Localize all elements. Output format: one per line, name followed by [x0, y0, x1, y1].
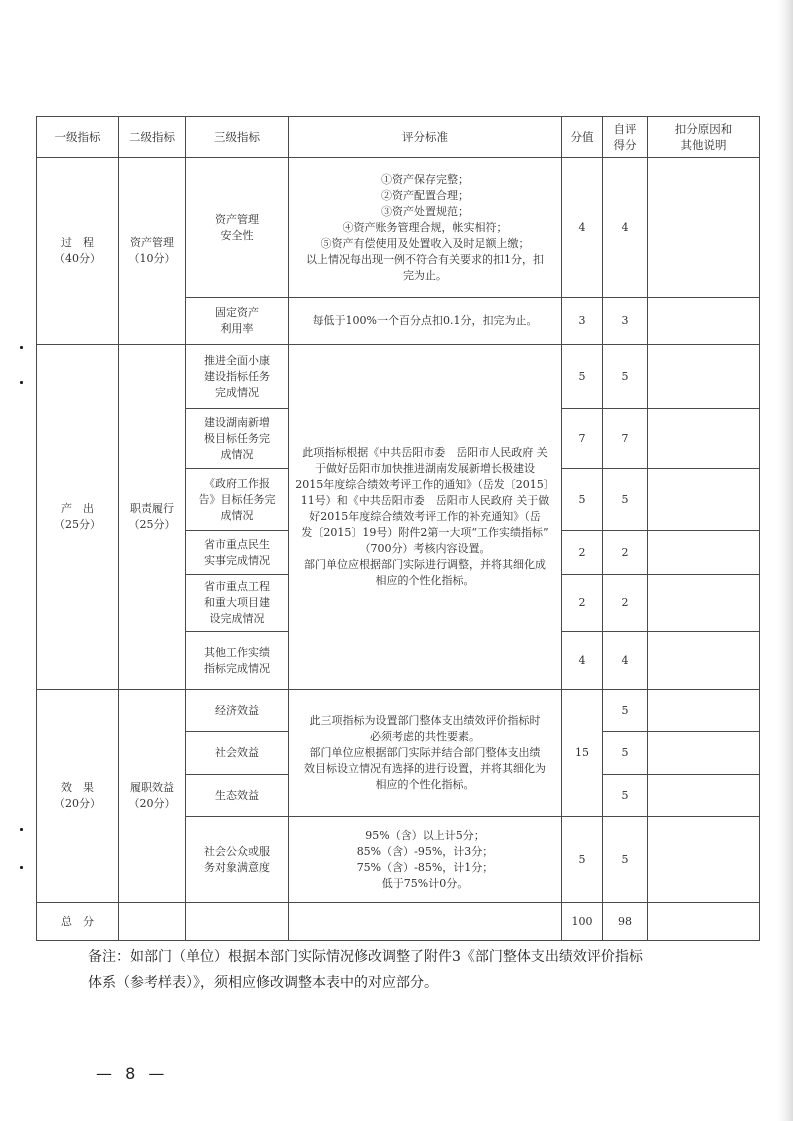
empty-cell [186, 903, 289, 941]
header-self-score: 自评 得分 [603, 117, 648, 158]
process-standard: 每低于100%一个百分点扣0.1分，扣完为止。 [289, 298, 562, 345]
process-standard: ①资产保存完整； ②资产配置合理； ③资产处置规范； ④资产账务管理合规，帐实相符； ⑤资产有偿使用及处置收入及时足额上缴； 以上情况每出现一例不符合有关要求的扣1分，扣 完为止。 [289, 158, 562, 298]
deduction-cell [648, 690, 760, 732]
self-score-cell: 3 [603, 298, 648, 345]
score-cell: 2 [562, 575, 603, 632]
score-cell: 3 [562, 298, 603, 345]
table-row [37, 690, 760, 732]
header-standard: 评分标准 [289, 117, 562, 158]
scan-page-edge [777, 0, 793, 1121]
deduction-cell [648, 469, 760, 531]
score-cell: 5 [562, 469, 603, 531]
score-cell: 7 [562, 409, 603, 469]
score-cell: 5 [562, 817, 603, 903]
scan-mark [20, 866, 23, 869]
output-level3: 《政府工作报 告》目标任务完 成情况 [186, 469, 289, 531]
output-level1: 产 出 （25分） [37, 345, 119, 690]
total-score: 100 [562, 903, 603, 941]
scan-mark [20, 828, 23, 831]
deduction-cell [648, 345, 760, 409]
self-score-cell: 4 [603, 632, 648, 690]
effect-standard: 此三项指标为设置部门整体支出绩效评价指标时 必须考虑的共性要素。 部门单位应根据部门实际并结合部门整体支出绩 效目标设立情况有选择的进行设置，并将其细化为 相应的个性化指标。 [289, 690, 562, 817]
scan-mark [20, 381, 23, 384]
score-cell: 2 [562, 531, 603, 575]
output-level3: 其他工作实绩 指标完成情况 [186, 632, 289, 690]
footnote: 备注：如部门（单位）根据本部门实际情况修改调整了附件3《部门整体支出绩效评价指标 体系（参考样表）》，须相应修改调整本表中的对应部分。 [88, 949, 643, 991]
score-cell: 15 [562, 690, 603, 817]
total-label: 总 分 [37, 903, 119, 941]
self-score-cell: 5 [603, 469, 648, 531]
output-level3: 省市重点民生 实事完成情况 [186, 531, 289, 575]
effect-level3: 社会公众或服 务对象满意度 [186, 817, 289, 903]
score-cell: 5 [562, 345, 603, 409]
empty-cell [289, 903, 562, 941]
output-level3: 建设湖南新增 极目标任务完 成情况 [186, 409, 289, 469]
score-cell: 4 [562, 158, 603, 298]
deduction-cell [648, 298, 760, 345]
deduction-cell [648, 409, 760, 469]
deduction-cell [648, 531, 760, 575]
effect-level3: 生态效益 [186, 775, 289, 817]
process-level2: 资产管理 （10分） [119, 158, 186, 345]
satisfaction-standard: 95%（含）以上计5分； 85%（含）-95%，计3分； 75%（含）-85%，计1分； 低于75%计0分。 [289, 817, 562, 903]
header-level1: 一级指标 [37, 117, 119, 158]
effect-level2: 履职效益 （20分） [119, 690, 186, 903]
self-score-cell: 5 [603, 775, 648, 817]
process-level3: 资产管理 安全性 [186, 158, 289, 298]
header-score: 分值 [562, 117, 603, 158]
header-level2: 二级指标 [119, 117, 186, 158]
self-score-cell: 5 [603, 817, 648, 903]
header-deduction: 扣分原因和 其他说明 [648, 117, 760, 158]
self-score-cell: 7 [603, 409, 648, 469]
output-level3: 省市重点工程 和重大项目建 设完成情况 [186, 575, 289, 632]
table-header-row [37, 117, 760, 158]
header-level3: 三级指标 [186, 117, 289, 158]
self-score-cell: 2 [603, 575, 648, 632]
effect-level1: 效 果 （20分） [37, 690, 119, 903]
self-score-cell: 5 [603, 732, 648, 775]
process-level3: 固定资产 利用率 [186, 298, 289, 345]
output-level2: 职责履行 （25分） [119, 345, 186, 690]
effect-level3: 社会效益 [186, 732, 289, 775]
deduction-cell [648, 158, 760, 298]
output-standard: 此项指标根据《中共岳阳市委 岳阳市人民政府 关 于做好岳阳市加快推进湖南发展新增长极建设 2015年度综合绩效考评工作的通知》（岳发〔2015〕 11号）和《中共岳阳市委 岳阳市人民政府 关于做 好2015年度综合绩效考评工作的补充通知》（岳 发〔2015〕19号）附件2第一大项“工作实绩指标” （700分）考核内容设置。 部门单位应根据部门实际进行调整，并将其细化成 相应的个性化指标。 [289, 345, 562, 690]
deduction-cell [648, 775, 760, 817]
scan-mark [20, 346, 23, 349]
output-level3: 推进全面小康 建设指标任务 完成情况 [186, 345, 289, 409]
table-row [37, 158, 760, 298]
score-cell: 4 [562, 632, 603, 690]
total-self-score: 98 [603, 903, 648, 941]
evaluation-table [36, 116, 760, 941]
deduction-cell [648, 575, 760, 632]
deduction-cell [648, 632, 760, 690]
self-score-cell: 5 [603, 345, 648, 409]
self-score-cell: 5 [603, 690, 648, 732]
deduction-cell [648, 732, 760, 775]
effect-level3: 经济效益 [186, 690, 289, 732]
table-row [37, 345, 760, 409]
empty-cell [119, 903, 186, 941]
page-number: — 8 — [96, 1064, 169, 1083]
deduction-cell [648, 903, 760, 941]
deduction-cell [648, 817, 760, 903]
self-score-cell: 4 [603, 158, 648, 298]
self-score-cell: 2 [603, 531, 648, 575]
total-row [37, 903, 760, 941]
process-level1: 过 程 （40分） [37, 158, 119, 345]
